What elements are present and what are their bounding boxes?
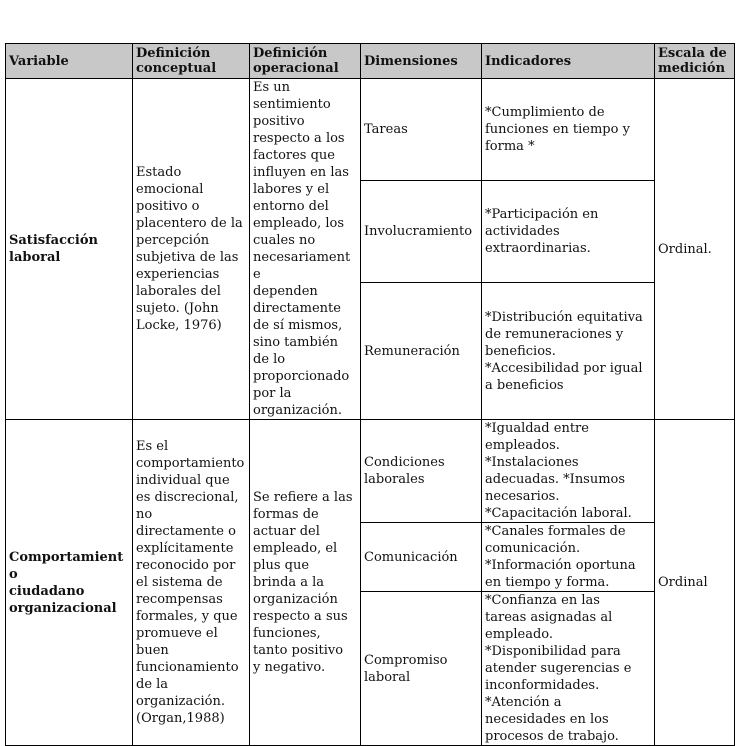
conceptual-definition-cell: Estado emocional positivo o placentero de la percepción subjetiva de las experiencias laborales del sujeto. (John Locke, 1976) [133, 79, 250, 420]
dimension-cell: Tareas [361, 79, 482, 181]
conceptual-definition-cell: Es el comportamiento individual que es discrecional, no directamente o explícitamente reconocido por el sistema de recompensas formales, y que promueve el buen funcionamiento de la organización. (Organ,1988) [133, 420, 250, 746]
operational-definition-cell: Se refiere a las formas de actuar del empleado, el plus que brinda a la organización respecto a sus funciones, tanto positivo y negativo. [250, 420, 361, 746]
operational-definition-cell: Es un sentimiento positivo respecto a los factores que influyen en las labores y el entorno del empleado, los cuales no necesariamente dependen directamente de sí mismos, sino también de lo proporcionado por la organización. [250, 79, 361, 420]
dimension-cell: Compromiso laboral [361, 592, 482, 746]
header-conceptual-definition: Definición conceptual [133, 44, 250, 79]
variable-cell: Comportamiento ciudadano organizacional [6, 420, 133, 746]
indicators-cell: *Igualdad entre empleados. *Instalaciones adecuadas. *Insumos necesarios. *Capacitación laboral. [482, 420, 655, 523]
header-measurement-scale: Escala de medición [655, 44, 735, 79]
dimension-cell: Remuneración [361, 283, 482, 420]
dimension-cell: Involucramiento [361, 181, 482, 283]
table-row [6, 79, 735, 181]
table-row [6, 420, 735, 523]
indicators-cell: *Canales formales de comunicación. *Información oportuna en tiempo y forma. [482, 523, 655, 592]
dimension-cell: Comunicación [361, 523, 482, 592]
indicators-cell: *Confianza en las tareas asignadas al empleado. *Disponibilidad para atender sugerencias e inconformidades. *Atención a necesidades en los procesos de trabajo. [482, 592, 655, 746]
header-dimensions: Dimensiones [361, 44, 482, 79]
header-indicators: Indicadores [482, 44, 655, 79]
header-operational-definition: Definición operacional [250, 44, 361, 79]
scale-cell: Ordinal [655, 420, 735, 746]
variable-cell: Satisfacción laboral [6, 79, 133, 420]
header-variable: Variable [6, 44, 133, 79]
header-row [6, 44, 735, 79]
indicators-cell: *Cumplimiento de funciones en tiempo y forma * [482, 79, 655, 181]
dimension-cell: Condiciones laborales [361, 420, 482, 523]
indicators-cell: *Participación en actividades extraordinarias. [482, 181, 655, 283]
operationalization-table [5, 43, 735, 746]
scale-cell: Ordinal. [655, 79, 735, 420]
indicators-cell: *Distribución equitativa de remuneraciones y beneficios. *Accesibilidad por igual a beneficios [482, 283, 655, 420]
